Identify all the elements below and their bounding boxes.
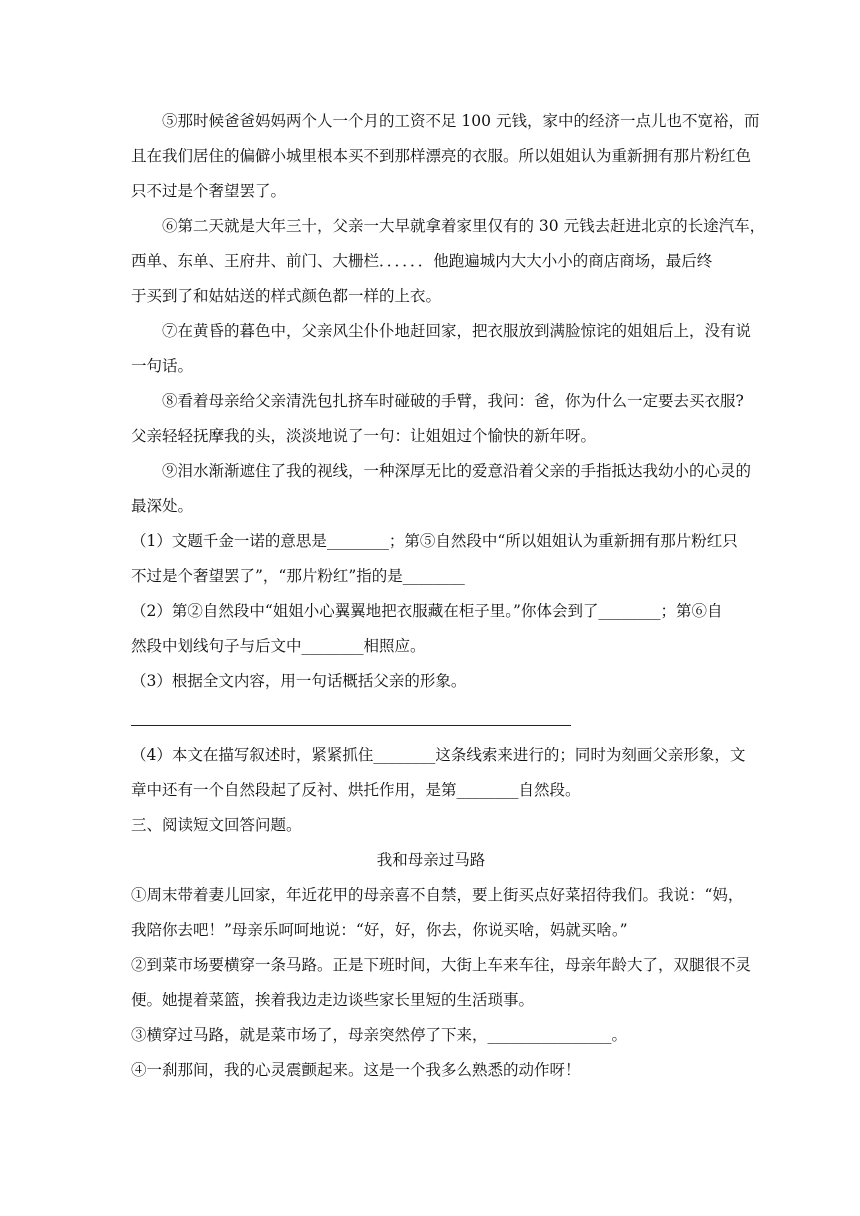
section-heading: 三、阅读短文回答问题。 [131,816,302,834]
question-3 [131,664,731,726]
text-line: 且在我们居住的偏僻小城里根本买不到那样漂亮的衣服。所以姐姐认为重新拥有那片粉红色 [131,147,752,165]
text-line: 父亲轻轻抚摩我的头，淡淡地说了一句：让姐姐过个愉快的新年呀。 [131,427,597,445]
text-line: ②到菜市场要横穿一条马路。正是下班时间，大街上车来车往，母亲年龄大了，双腿很不灵 [131,956,752,974]
question-line: （4）本文在描写叙述时，紧紧抓住________这条线索来进行的；同时为刻画父亲形象，文 [131,746,746,764]
text-line: 只不过是个奢望罢了。 [131,182,287,200]
question-line: （1）文题千金一诺的意思是________；第⑤自然段中“所以姐姐认为重新拥有那片粉红只 [131,532,738,550]
question-4 [131,738,746,808]
text-line: ⑨泪水渐渐遮住了我的视线，一种深厚无比的爱意沿着父亲的手指抵达我幼小的心灵的 [162,462,752,480]
text-line: ①周末带着妻儿回家，年近花甲的母亲喜不自禁，要上街买点好菜招待我们。我说：“妈， [131,886,744,904]
answer-line[interactable] [131,699,571,726]
paragraph-8 [131,384,744,454]
text-line: ⑧看着母亲给父亲清洗包扎挤车时碰破的手臂，我问：爸，你为什么一定要去买衣服? [162,392,744,410]
passage-title: 我和母亲过马路 [376,851,486,869]
text-line: ⑦在黄昏的暮色中，父亲风尘仆仆地赶回家，把衣服放到满脸惊诧的姐姐后上，没有说 [162,322,752,340]
paragraph-6 [131,209,766,314]
document-page [131,104,766,1088]
passage-paragraph-2 [131,948,752,1018]
text-line: 于买到了和姑姑送的样式颜色都一样的上衣。 [131,287,442,305]
question-line: 然段中划线句子与后文中________相照应。 [131,637,426,655]
text-line: 最深处。 [131,497,194,515]
text-line: 西单、东单、王府井、前门、大栅栏．．．．．．他跑遍城内大大小小的商店商场，最后终 [131,252,713,270]
question-1 [131,524,738,594]
question-2 [131,594,731,664]
text-line: 我陪你去吧！”母亲乐呵呵地说：“好，好，你去，你说买啥，妈就买啥。” [131,921,628,939]
paragraph-9 [131,454,752,524]
text-line: 便。她提着菜篮，挨着我边走边谈些家长里短的生活琐事。 [131,991,535,1009]
question-line: 不过是个奢望罢了”，“那片粉红”指的是________ [131,567,465,585]
question-line: 章中还有一个自然段起了反衬、烘托作用，是第________自然段。 [131,781,581,799]
text-line: ⑥第二天就是大年三十，父亲一大早就拿着家里仅有的 30 元钱去赶进北京的长途汽车， [162,217,766,235]
paragraph-5 [131,104,760,209]
question-line: （3）根据全文内容，用一句话概括父亲的形象。 [131,672,467,690]
text-line: ⑤那时候爸爸妈妈两个人一个月的工资不足 100 元钱，家中的经济一点儿也不宽裕，而 [162,112,760,130]
passage-paragraph-3: ③横穿过马路，就是菜市场了，母亲突然停了下来，________________。 [131,1026,628,1044]
passage-paragraph-4: ④一刹那间，我的心灵震颤起来。这是一个我多么熟悉的动作呀！ [131,1061,581,1079]
passage-paragraph-1 [131,878,744,948]
text-line: 一句话。 [131,357,194,375]
paragraph-7 [131,314,752,384]
question-line: （2）第②自然段中“姐姐小心翼翼地把衣服藏在柜子里。”你体会到了________；第⑥自 [131,602,723,620]
